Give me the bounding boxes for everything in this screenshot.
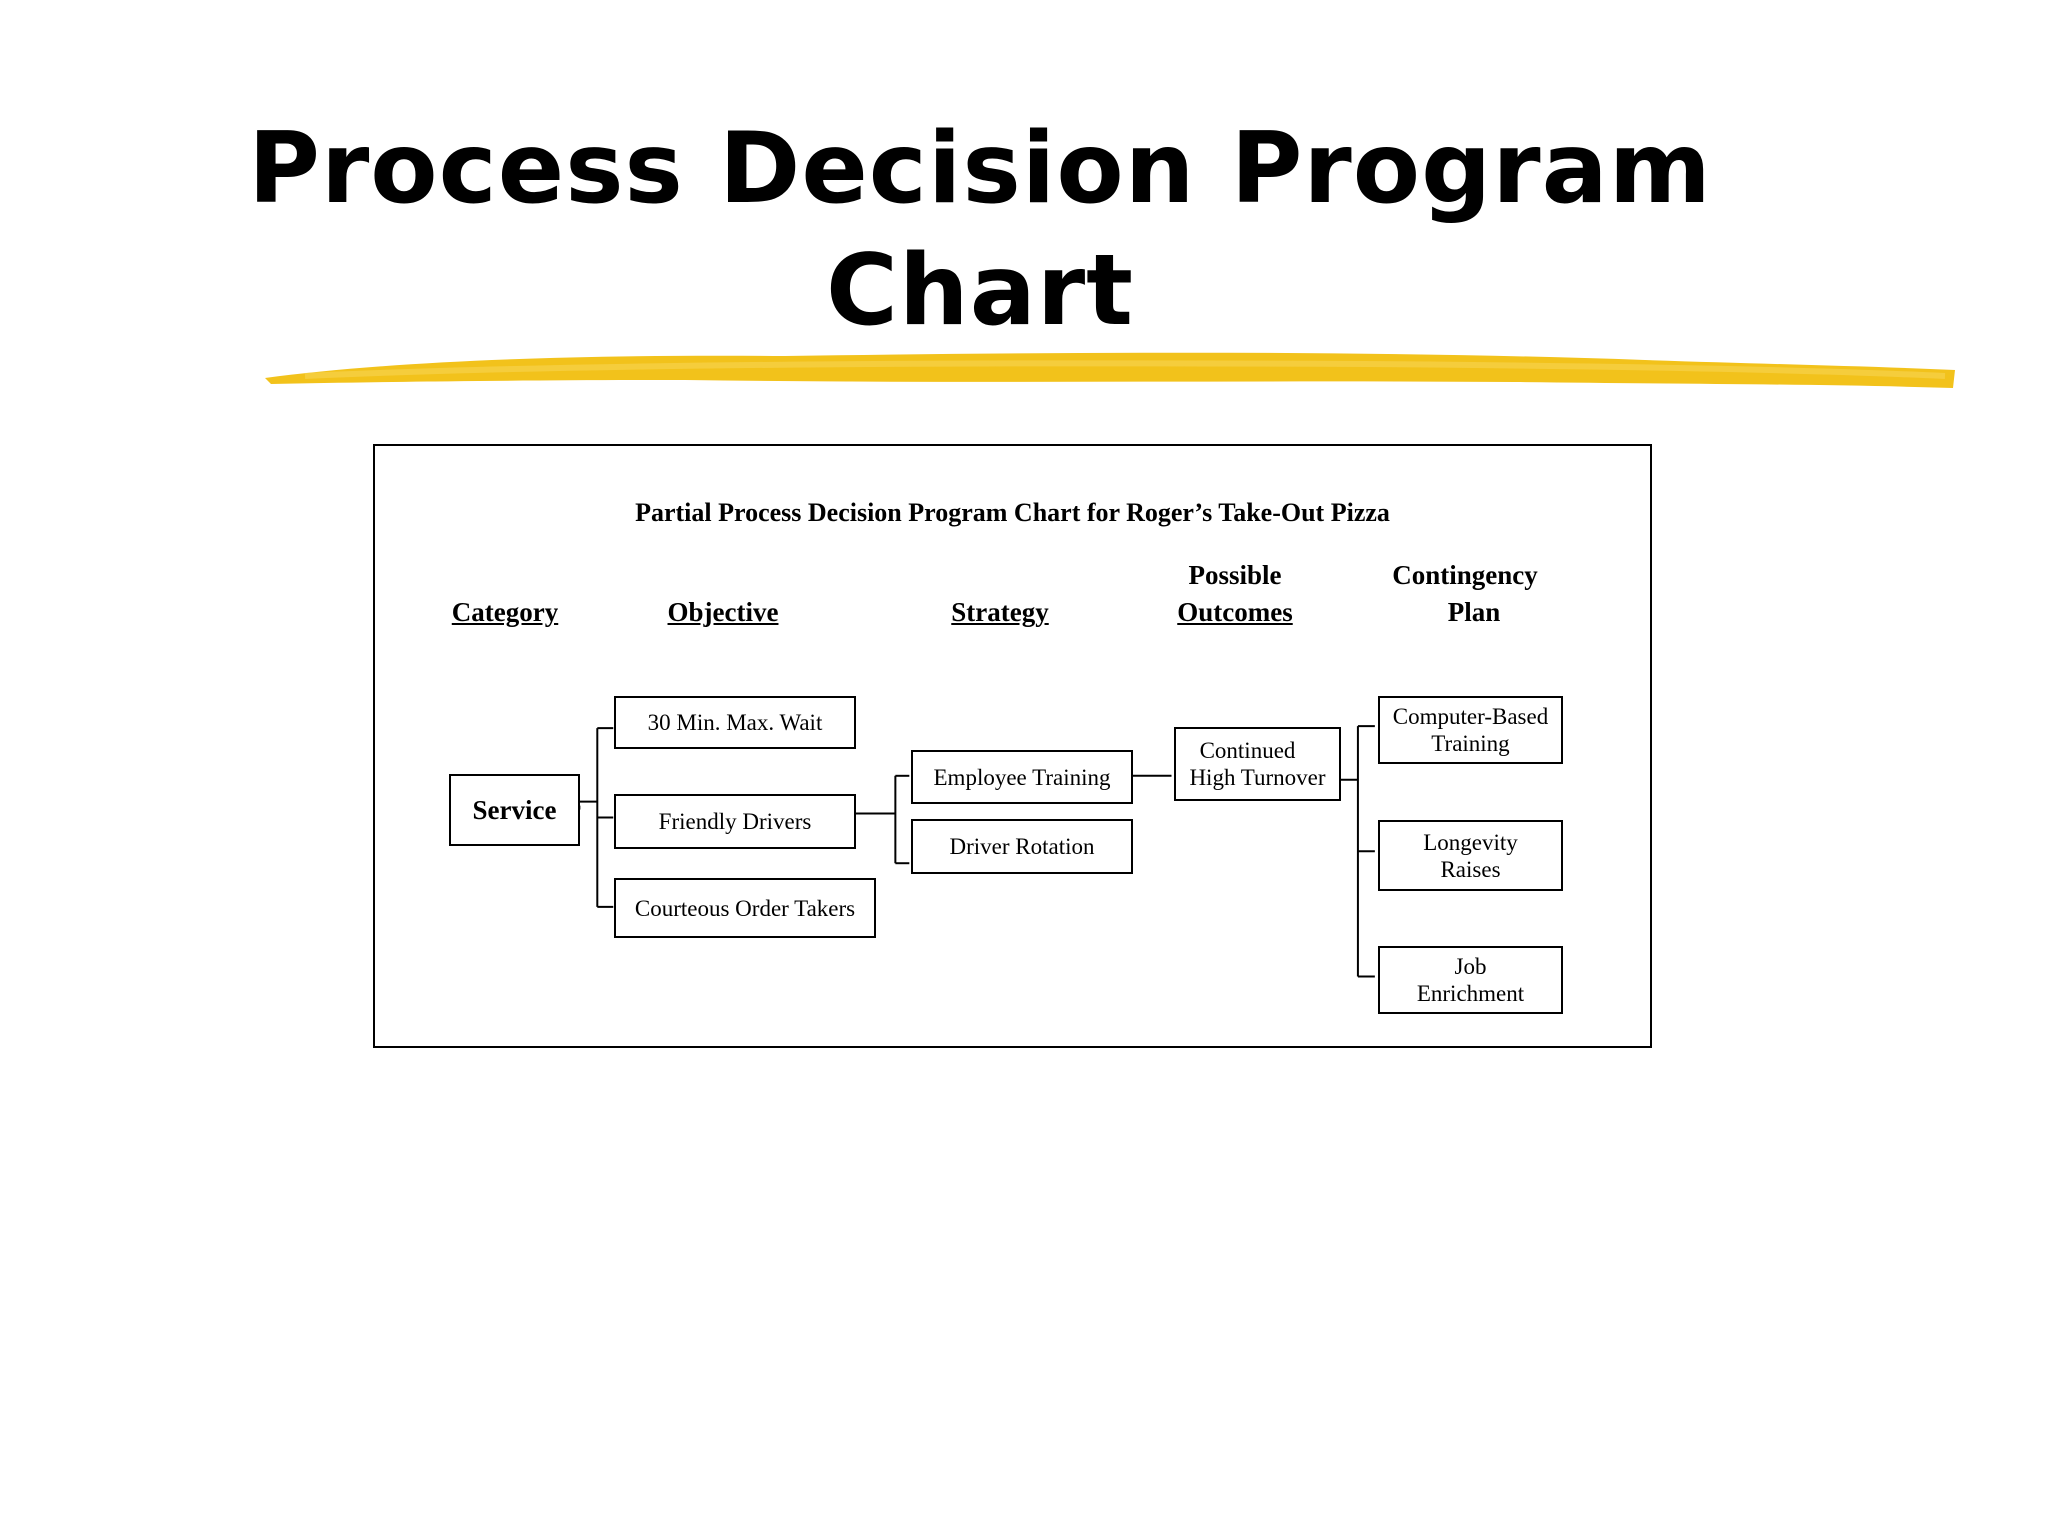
column-header-outcomes-line-2: Outcomes <box>1177 597 1293 627</box>
column-header-outcomes <box>1150 557 1320 631</box>
node-category-service: Service <box>449 774 580 846</box>
node-objective-2: Friendly Drivers <box>614 794 856 849</box>
column-header-strategy: Strategy <box>951 597 1049 627</box>
node-plan-1-line-2: Training <box>1431 731 1510 756</box>
column-header-contingency-line-2: Plan <box>1447 597 1501 627</box>
node-plan-1 <box>1378 696 1563 764</box>
node-plan-3-line-2: Enrichment <box>1416 981 1525 1006</box>
node-plan-2 <box>1378 820 1563 891</box>
node-strategy-2: Driver Rotation <box>911 819 1133 874</box>
column-header-objective: Objective <box>667 597 779 627</box>
column-header-contingency <box>1365 557 1565 631</box>
node-strategy-1: Employee Training <box>911 750 1133 804</box>
node-plan-3 <box>1378 946 1563 1014</box>
node-outcome-line-1: Continued <box>1199 738 1296 763</box>
node-objective-1: 30 Min. Max. Wait <box>614 696 856 749</box>
node-objective-3: Courteous Order Takers <box>614 878 876 938</box>
node-outcome <box>1174 727 1341 801</box>
slide-title <box>170 108 1790 352</box>
slide-title-line-2: Chart <box>826 234 1134 348</box>
node-plan-1-line-1: Computer-Based <box>1392 704 1549 729</box>
node-outcome-line-2: High Turnover <box>1189 765 1326 790</box>
title-underline-brush-stroke <box>265 340 1955 396</box>
column-header-outcomes-line-1: Possible <box>1188 560 1282 590</box>
figure-caption: Partial Process Decision Program Chart for Roger’s Take-Out Pizza <box>635 498 1390 527</box>
pdpc-figure <box>373 444 1652 1048</box>
node-plan-2-line-1: Longevity <box>1423 829 1518 855</box>
column-header-contingency-line-1: Contingency <box>1392 560 1538 590</box>
node-plan-3-line-1: Job <box>1454 954 1487 979</box>
slide-title-line-1: Process Decision Program <box>248 112 1712 226</box>
node-plan-2-line-2: Raises <box>1440 856 1501 882</box>
column-header-category: Category <box>451 597 559 627</box>
